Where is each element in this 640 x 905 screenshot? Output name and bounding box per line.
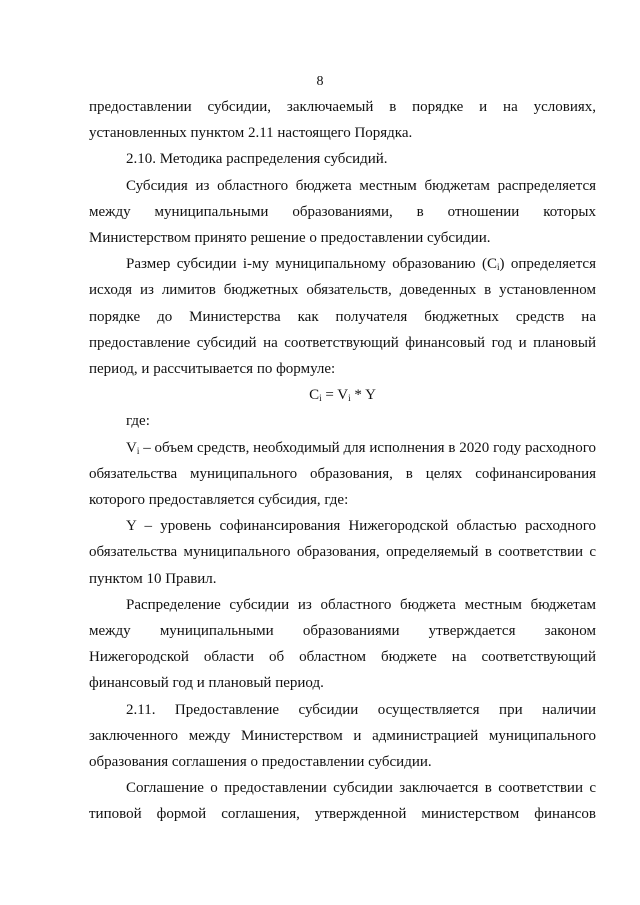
paragraph-subsidy-distribution: Субсидия из областного бюджета местным бюджетам распределяется между муниципальными образованиями, в отношении которых Министерством принято решение о предоставлении субсидии. (89, 177, 596, 247)
paragraph-continuation: предоставлении субсидии, заключаемый в порядке и на условиях, установленных пунктом 2.11 настоящего Порядка. (89, 99, 596, 142)
document-body (89, 94, 596, 828)
paragraph-distribution-law: Распределение субсидии из областного бюджета местным бюджетам между муниципальными образованиями утверждается законом Нижегородской области об областном бюджете на соответствующий финансовый год и плановый период. (89, 596, 596, 692)
formula (89, 382, 596, 408)
paragraph-v-definition-symbol: V (126, 439, 137, 456)
formula-mid: = V (321, 387, 349, 404)
paragraph-y-definition: Y – уровень софинансирования Нижегородской областью расходного обязательства муниципального образования, определяемый в соответствии с пунктом 10 Правил. (89, 518, 596, 587)
subscript-i: i (136, 445, 140, 456)
section-2-11: 2.11. Предоставление субсидии осуществляется при наличии заключенного между Министерством и администрацией муниципального образования соглашения о предоставлении субсидии. (89, 701, 596, 771)
formula-end: * Y (350, 387, 376, 404)
section-heading-2-10: 2.10. Методика распределения субсидий. (126, 151, 388, 168)
page-number: 8 (316, 74, 324, 89)
formula-c: С (309, 387, 320, 404)
paragraph-v-definition (89, 435, 596, 514)
paragraph-v-definition-text: – объем средств, необходимый для исполнения в 2020 году расходного обязательства муниципального образования, в целях софинансирования которого предоставляется субсидия, где: (89, 439, 596, 509)
paragraph-agreement: Соглашение о предоставлении субсидии заключается в соответствии с типовой формой соглашения, утвержденной министерством финансов (89, 780, 596, 823)
paragraph-subsidy-size-text-a: Размер субсидии i-му муниципальному образованию (С (126, 256, 497, 273)
paragraph-where: где: (126, 413, 150, 430)
paragraph-subsidy-size-text-b: ) определяется исходя из лимитов бюджетных обязательств, доведенных в установленном порядке до Министерства как получателя бюджетных средств на предоставление субсидий на соответствующий финансовый год и плановый период, и рассчитывается по формуле: (89, 256, 596, 378)
subscript-i: i (497, 262, 500, 273)
paragraph-subsidy-size (89, 251, 596, 382)
formula-c-subscript: i (319, 393, 322, 404)
formula-v-subscript: i (348, 393, 351, 404)
